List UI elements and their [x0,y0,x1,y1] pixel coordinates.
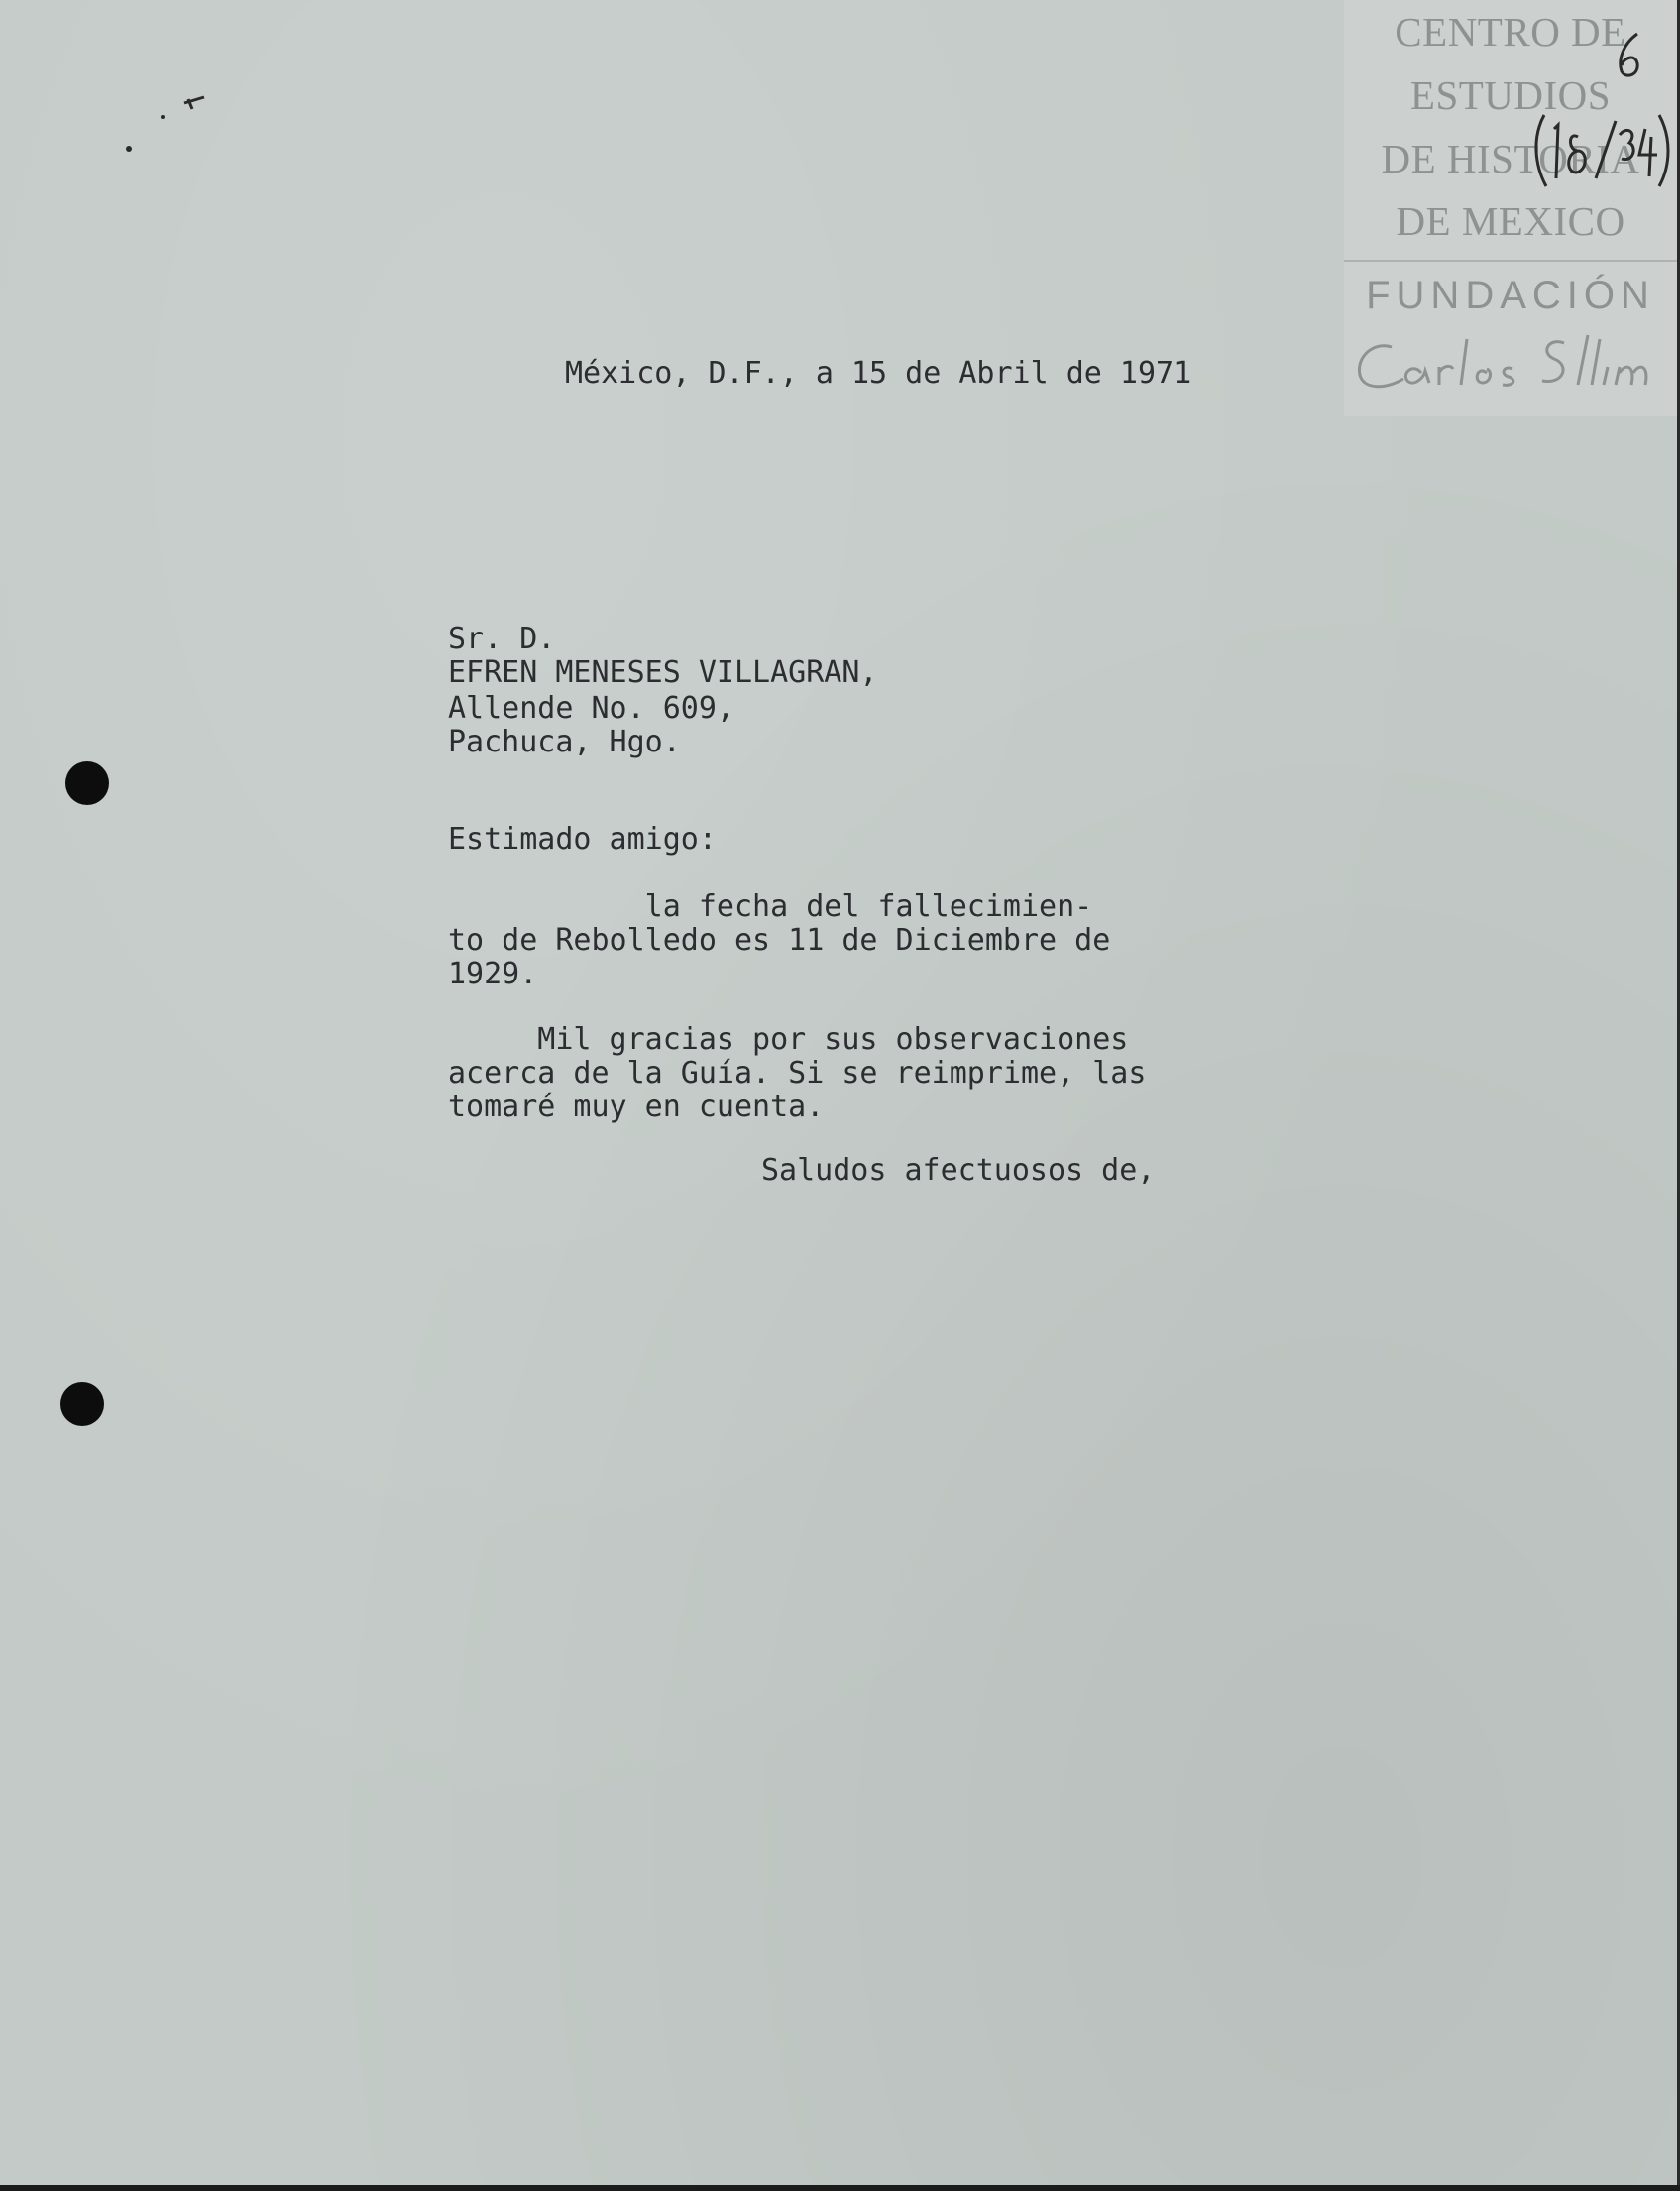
salutation: Estimado amigo: [448,822,717,857]
archive-stamp [1344,0,1677,416]
foundation-signature-logo [1344,323,1677,412]
date-line: México, D.F., a 15 de Abril de 1971 [565,356,1192,391]
punch-hole-lower [60,1382,104,1426]
stamp-line-3: DE HISTORIA [1381,136,1640,181]
recipient-line-1: Sr. D. [448,622,556,656]
paragraph-2-line-2: acerca de la Guía. Si se reimprime, las [448,1056,1147,1091]
recipient-city: Pachuca, Hgo. [448,725,681,759]
paragraph-2-line-3: tomaré muy en cuenta. [448,1090,825,1124]
handwritten-folio-number [1612,30,1651,79]
stamp-foundation-word: FUNDACIÓN [1366,274,1655,317]
recipient-name: EFREN MENESES VILLAGRAN, [448,655,878,690]
stamp-line-4: DE MEXICO [1396,198,1625,244]
recipient-address: Allende No. 609, [448,691,734,726]
paragraph-1-line-2: to de Rebolledo es 11 de Diciembre de [448,923,1111,958]
punch-hole-upper [65,761,109,805]
stamp-line-2: ESTUDIOS [1409,72,1612,118]
ink-speck-mark [123,95,212,165]
stamp-line-1: CENTRO DE [1395,9,1626,55]
closing: Saludos afectuosos de, [761,1153,1156,1188]
stamp-foundation-block [1344,260,1677,416]
paragraph-1-line-1: la fecha del fallecimien- [448,889,1093,924]
handwritten-reference-note [1532,107,1671,196]
paragraph-1-line-3: 1929. [448,957,538,991]
paragraph-2-line-1: Mil gracias por sus observaciones [448,1022,1129,1057]
